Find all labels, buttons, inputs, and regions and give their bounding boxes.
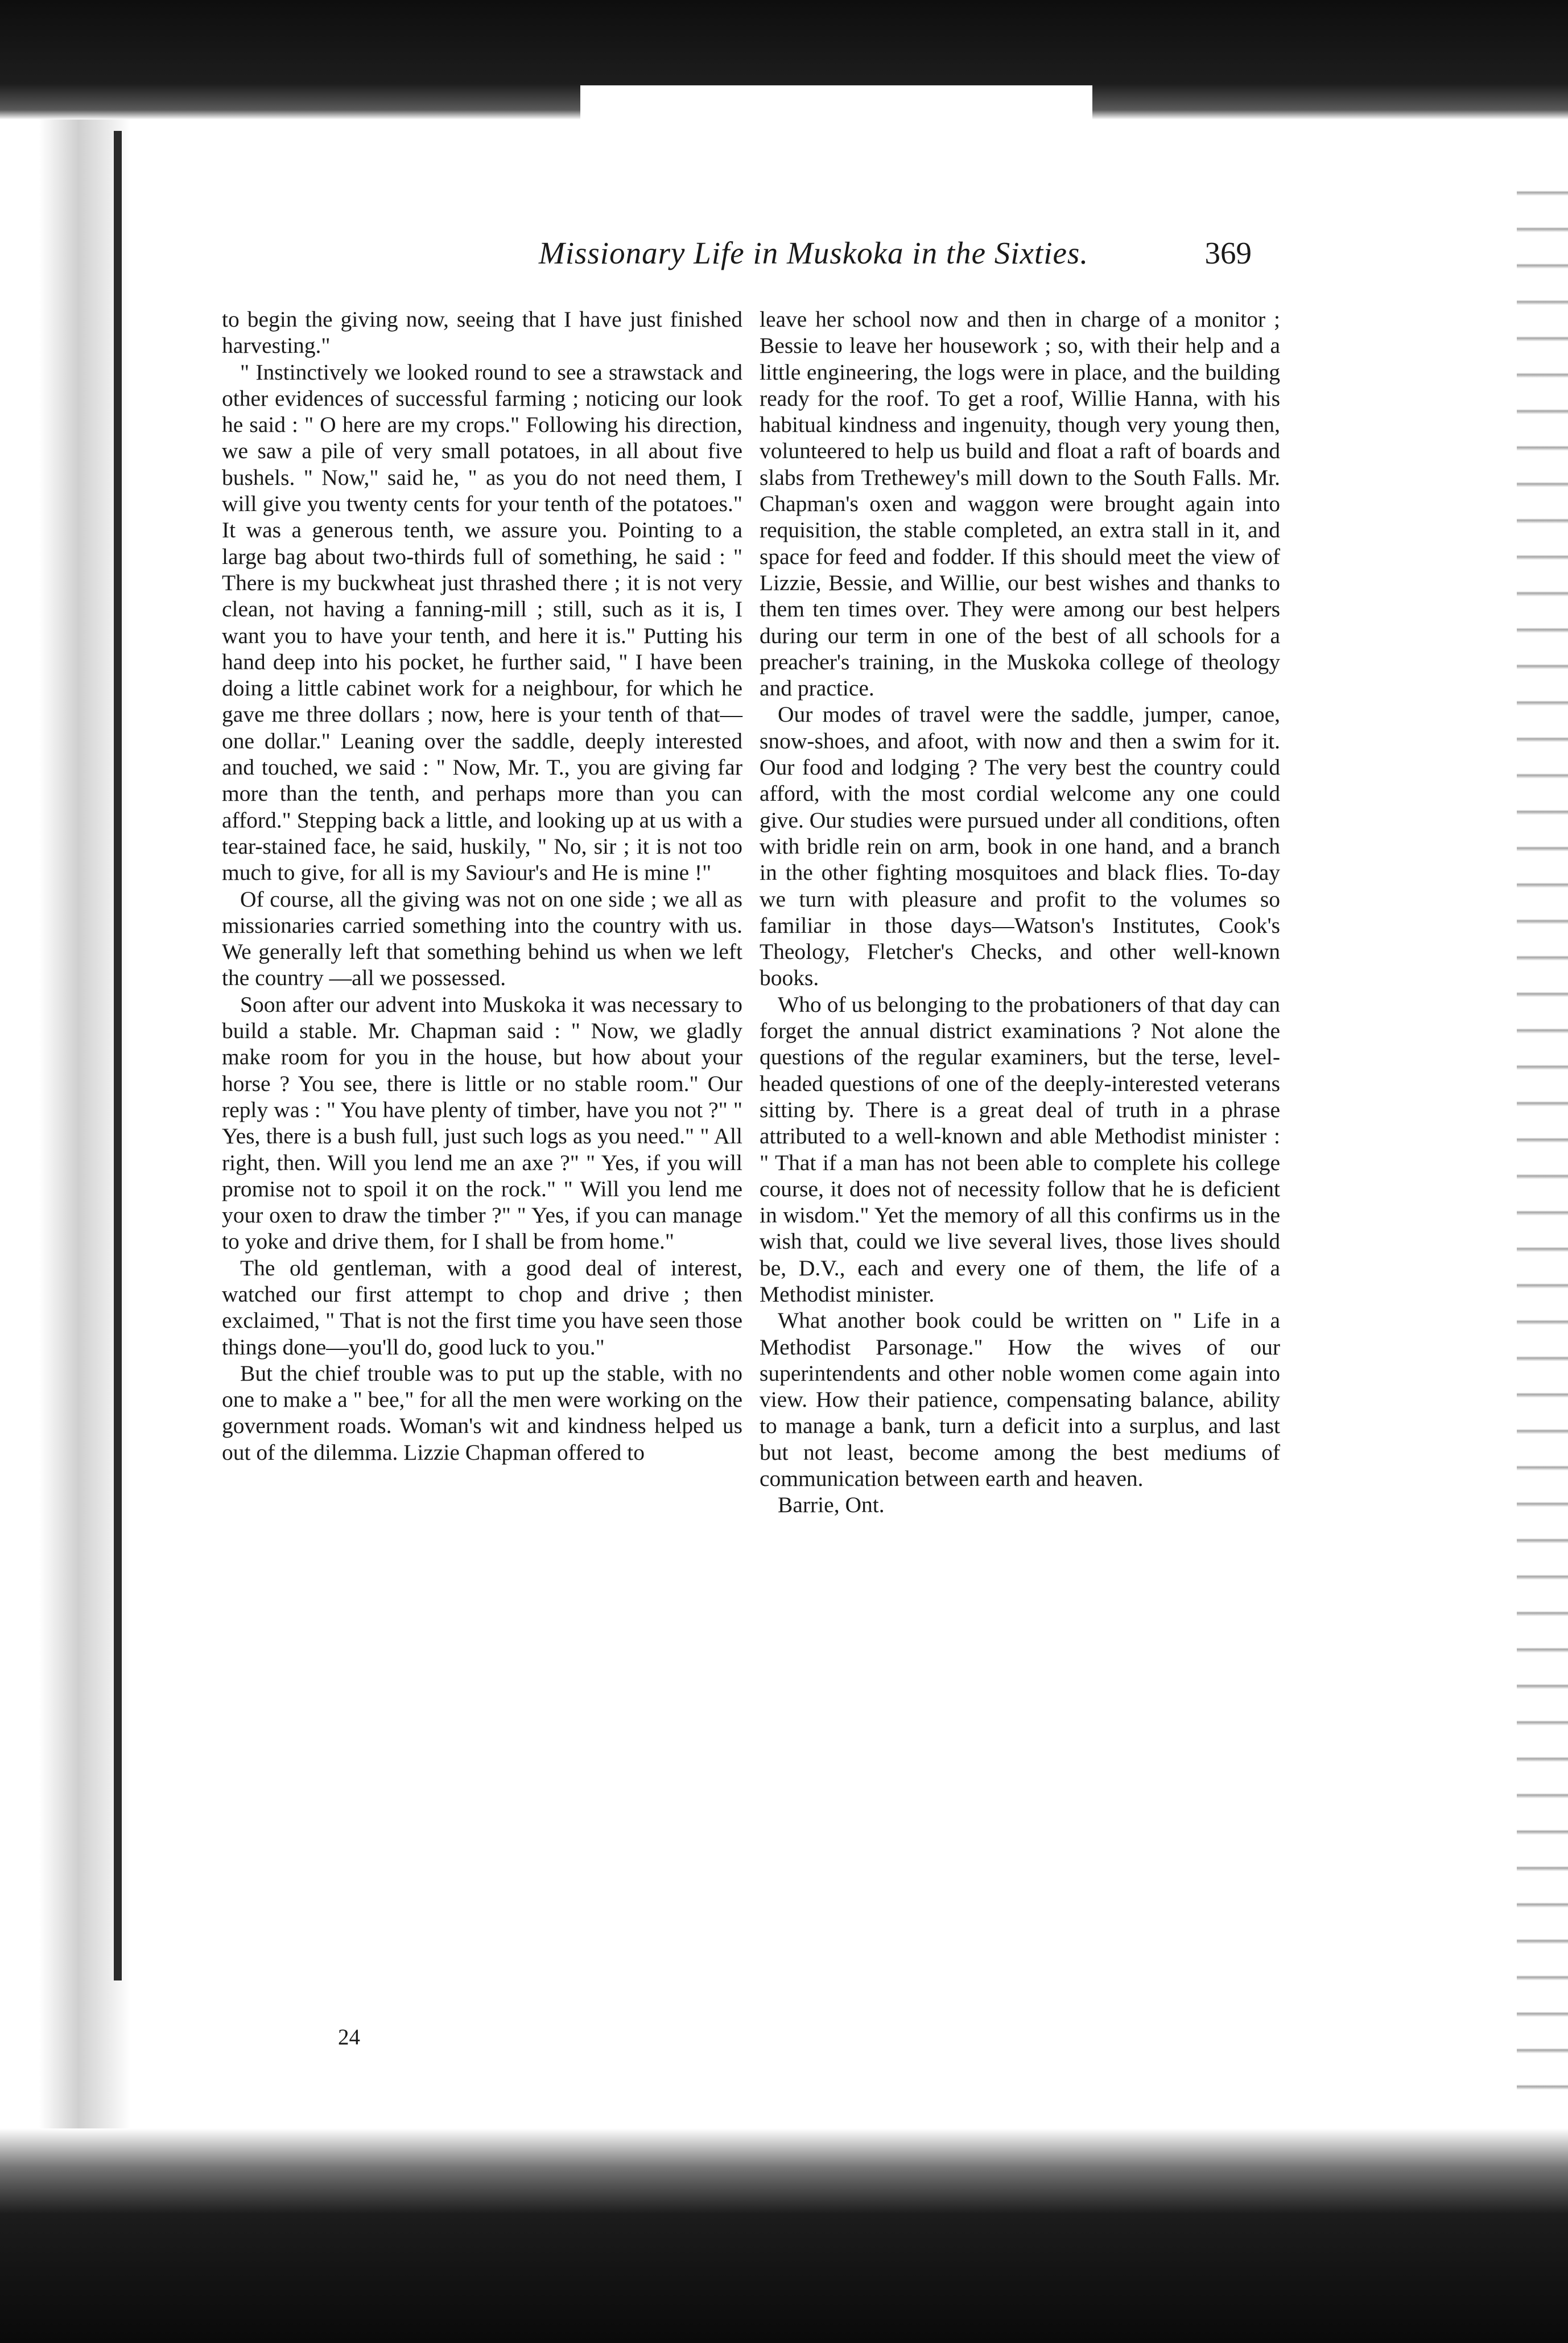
running-title: Missionary Life in Muskoka in the Sixties. <box>538 236 1089 270</box>
page-number: 369 <box>1204 236 1252 270</box>
left-column <box>222 306 742 1465</box>
scan-margin-left <box>0 0 131 2343</box>
right-column <box>760 306 1280 1518</box>
paragraph: Our modes of travel were the saddle, jumper, canoe, snow-shoes, and afoot, with now and then a swim for it. Our food and lodging ? The very best the country could afford, with the most cordial welcome any one could give. Our studies were pursued under all conditions, often with bridle rein on arm, book in one hand, and a branch in the other fighting mosquitoes and black flies. To-day we turn with pleasure and profit to the volumes so familiar in those days—Watson's Institutes, Cook's Theology, Fletcher's Checks, and other well-known books. <box>760 702 1280 991</box>
paragraph: " Instinctively we looked round to see a strawstack and other evidences of successful farming ; noticing our look he said : " O here are my crops." Following his direction, we saw a pile of very small potatoes, in all about five bushels. " Now," said he, " as you do not need them, I will give you twenty cents for your tenth of the potatoes." It was a generous tenth, we assure you. Pointing to a large bag about two-thirds full of something, he said : " There is my buckwheat just thrashed there ; it is not very clean, not having a fanning-mill ; still, such as it is, I want you to have your tenth, and here it is." Putting his hand deep into his pocket, he further said, " I have been doing a little cabinet work for a neighbour, for which he gave me three dollars ; now, here is your tenth of that—one dollar." Leaning over the saddle, deeply interested and touched, we said : " Now, Mr. T., you are giving far more than the tenth, and perhaps more than you can afford." Stepping back a little, and looking up at us with a tear-stained face, he said, huskily, " No, sir ; it is not too much to give, for all is my Saviour's and He is mine !" <box>222 359 742 886</box>
paragraph: But the chief trouble was to put up the stable, with no one to make a " bee," for all the men were working on the government roads. Woman's wit and kindness helped us out of the dilemma. Lizzie Chapman offered to <box>222 1360 742 1465</box>
paragraph: Soon after our advent into Muskoka it was necessary to build a stable. Mr. Chapman said : " Now, we gladly make room for you in the house, but how about your horse ? You see, there is little or no stable room." Our reply was : " You have plenty of timber, have you not ?" " Yes, there is a bush full, just such logs as you need." " All right, then. Will you lend me an axe ?" " Yes, if you will promise not to spoil it on the rock." " Will you lend me your oxen to draw the timber ?" " Yes, if you can manage to yoke and drive them, for I shall be from home." <box>222 991 742 1254</box>
paragraph: What another book could be written on " Life in a Methodist Parsonage." How the wives of our superintendents and other noble women come again into view. How their patience, compensating balance, ability to manage a bank, turn a deficit into a surplus, and last but not least, become among the best mediums of communication between earth and heaven. <box>760 1308 1280 1492</box>
signature-mark: 24 <box>338 2025 360 2049</box>
page-spine-edge <box>114 131 122 1980</box>
place-signoff: Barrie, Ont. <box>778 1492 885 1518</box>
paragraph: Who of us belonging to the probationers of that day can forget the annual district examinations ? Not alone the questions of the regular examiners, but the terse, level-headed questions of one of the deeply-interested veterans sitting by. There is a great deal of truth in a phrase attributed to a well-known and able Methodist minister : " That if a man has not been able to complete his college course, it does not of necessity follow that he is deficient in wisdom." Yet the memory of all this confirms us in the wish that, could we live several lives, those lives should be, D.V., each and every one of them, the life of a Methodist minister. <box>760 991 1280 1307</box>
paragraph: to begin the giving now, seeing that I have just finished harvesting." <box>222 307 742 359</box>
paragraph: The old gentleman, with a good deal of interest, watched our first attempt to chop and drive ; then exclaimed, " That is not the first time you have seen those things done—you'll do, good luck to you." <box>222 1255 742 1360</box>
scan-noise-right <box>1517 159 1568 2094</box>
paragraph: Of course, all the giving was not on one side ; we all as missionaries carried something into the country with us. We generally left that something behind us when we left the country —all we possessed. <box>222 886 742 991</box>
paragraph: leave her school now and then in charge of a monitor ; Bessie to leave her housework ; so, with their help and a little engineering, the logs were in place, and the building ready for the roof. To get a roof, Willie Hanna, with his habitual kindness and ingenuity, though very young then, volunteered to help us build and float a raft of boards and slabs from Trethewey's mill down to the South Falls. Mr. Chapman's oxen and waggon were brought again into requisition, the stable completed, an extra stall in it, and space for feed and fodder. If this should meet the view of Lizzie, Bessie, and Willie, our best wishes and thanks to them ten times over. They were among our best helpers during our term in one of the best of all schools for a preacher's training, in the Muskoka college of theology and practice. <box>760 307 1280 701</box>
scan-border-top-gap <box>580 85 1092 120</box>
scan-border-bottom <box>0 2128 1568 2343</box>
